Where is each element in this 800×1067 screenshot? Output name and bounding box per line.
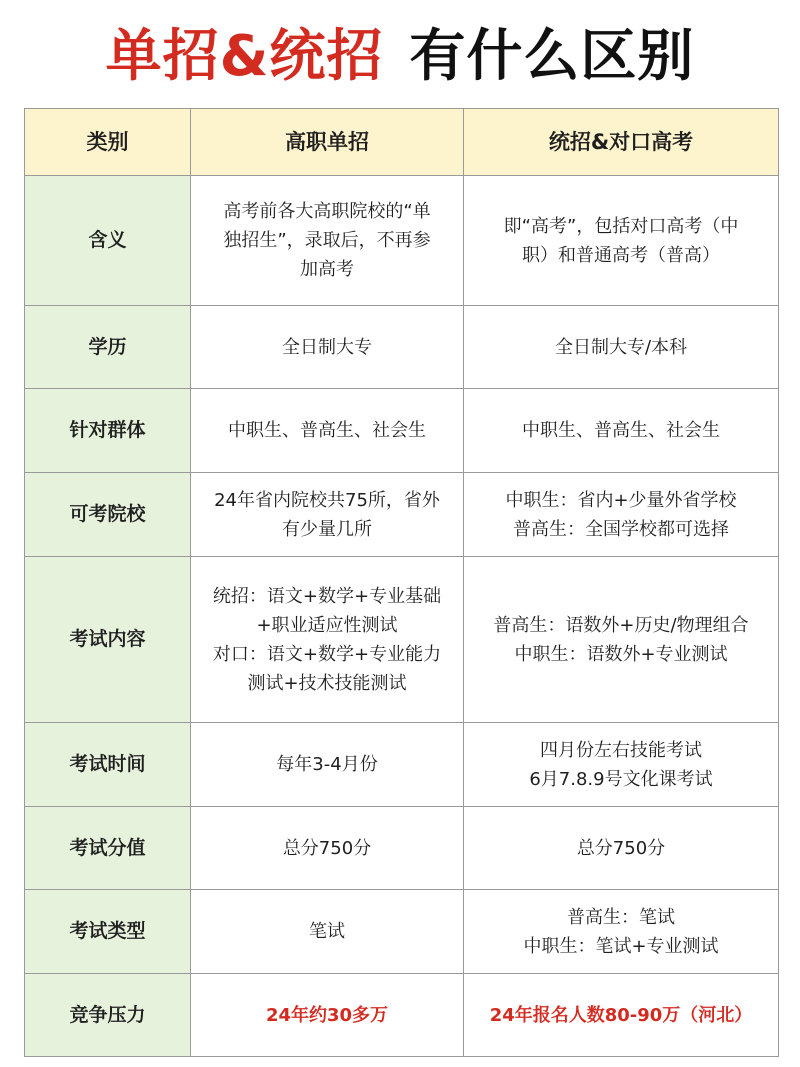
cell-line: 高考前各大高职院校的“单 [223,201,431,222]
cell-line: 即“高考”，包括对口高考（中 [503,215,739,237]
cell-line: 普高生：语数外+历史/物理组合 [493,614,749,636]
row-category: 考试时间 [25,723,191,807]
cell-line: 普高生：全国学校都可选择 [513,518,729,540]
row-category: 含义 [25,176,191,306]
cell-line: 职）和普通高考（普高） [522,244,720,266]
cell-line: 6月7.8.9号文化课考试 [529,768,713,790]
table-row [25,807,779,890]
cell-line: 有少量几所 [282,518,372,540]
cell-line: 中职生、普高生、社会生 [228,420,426,441]
cell-unified [464,306,779,389]
cell-unified [464,557,779,723]
cell-single [191,473,464,557]
cell-line: +职业适应性测试 [256,614,398,636]
cell-line: 中职生：语数外+专业测试 [514,643,728,665]
cell-line: 四月份左右技能考试 [540,739,702,761]
table-row [25,974,779,1057]
cell-single [191,723,464,807]
row-category: 学历 [25,306,191,389]
table-row [25,890,779,974]
table-row [25,557,779,723]
cell-line: 加高考 [300,259,354,280]
cell-line: 总分750分 [282,837,372,859]
row-category: 考试类型 [25,890,191,974]
table-row [25,389,779,473]
row-category: 可考院校 [25,473,191,557]
row-category: 考试分值 [25,807,191,890]
table-row [25,473,779,557]
cell-unified [464,974,779,1057]
cell-line: 每年3-4月份 [276,754,378,775]
header-single-admission: 高职单招 [191,109,464,176]
table-row [25,306,779,389]
page-title [0,0,800,104]
row-category: 针对群体 [25,389,191,473]
table-row [25,176,779,306]
title-rest: 有什么区别 [409,24,695,89]
cell-line: 普高生：笔试 [567,906,675,928]
cell-unified [464,723,779,807]
row-category: 竞争压力 [25,974,191,1057]
cell-line: 全日制大专/本科 [554,336,688,358]
comparison-table [24,108,779,1057]
row-category: 考试内容 [25,557,191,723]
cell-line: 中职生：省内+少量外省学校 [505,489,737,511]
cell-line: 统招：语文+数学+专业基础 [212,585,442,607]
cell-single [191,890,464,974]
cell-unified [464,807,779,890]
cell-unified [464,890,779,974]
cell-single [191,389,464,473]
cell-unified [464,389,779,473]
table-header-row [25,109,779,176]
cell-line: 24年省内院校共75所，省外 [214,489,440,511]
title-highlight: 单招&统招 [105,24,384,89]
cell-unified [464,176,779,306]
table-row [25,723,779,807]
cell-line: 总分750分 [576,837,666,859]
cell-single [191,974,464,1057]
header-unified-admission: 统招&对口高考 [464,109,779,176]
cell-line: 对口：语文+数学+专业能力 [212,643,442,665]
cell-single [191,306,464,389]
header-category: 类别 [25,109,191,176]
cell-single [191,807,464,890]
cell-line: 中职生：笔试+专业测试 [523,935,719,957]
cell-line: 24年报名人数80-90万（河北） [489,1004,753,1026]
cell-unified [464,473,779,557]
cell-line: 笔试 [309,921,345,942]
cell-line: 全日制大专 [282,336,372,358]
cell-line: 独招生”，录取后，不再参 [223,230,431,251]
cell-single [191,557,464,723]
cell-line: 测试+技术技能测试 [247,672,407,694]
cell-single [191,176,464,306]
cell-line: 24年约30多万 [265,1004,389,1026]
cell-line: 中职生、普高生、社会生 [522,420,720,441]
